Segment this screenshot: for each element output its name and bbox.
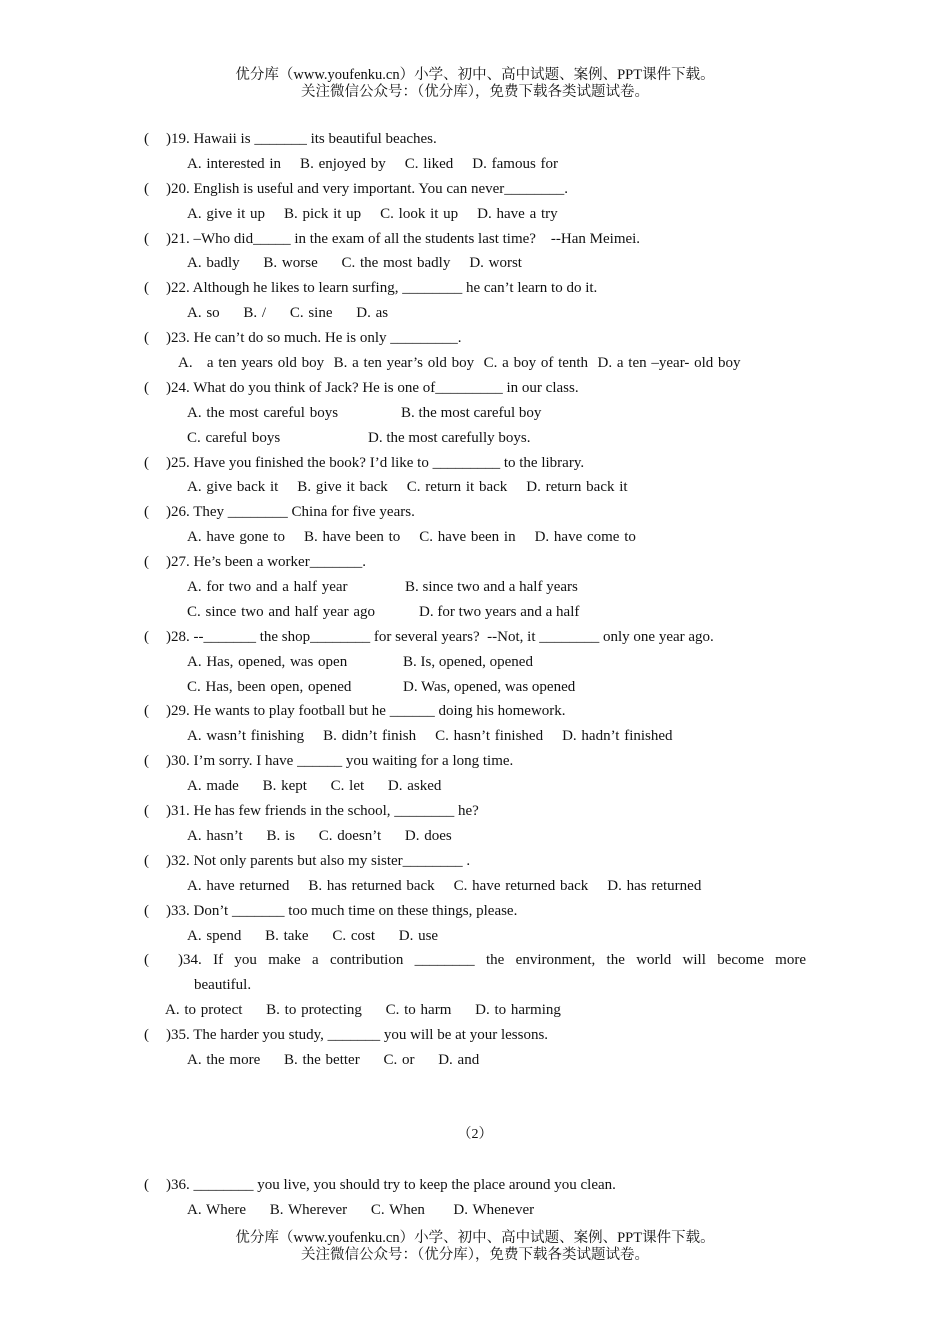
options: A. spend B. take C. cost D. use: [187, 927, 439, 944]
answer-paren: (: [144, 180, 149, 197]
options: A. so B. / C. sine D. as: [187, 305, 389, 322]
spacer: [0, 1148, 950, 1173]
question-30-options: [0, 774, 950, 799]
question-text: )31. He has few friends in the school, ________ he?: [166, 803, 479, 820]
answer-paren: (: [144, 628, 149, 645]
option-d: D. Was, opened, was opened: [403, 678, 576, 695]
answer-paren: (: [144, 852, 149, 869]
answer-paren: (: [144, 454, 149, 471]
options: A. to protect B. to protecting C. to harm D. to harming: [165, 1002, 561, 1019]
question-20-options: [0, 202, 950, 227]
footer-line-1: 优分库（www.youfenku.cn）小学、初中、高中试题、案例、PPT课件下载。: [235, 1230, 715, 1246]
answer-paren: (: [144, 902, 149, 919]
option-c: C. Has, been open, opened: [187, 678, 352, 695]
question-list: [0, 127, 950, 1222]
question-28: [0, 625, 950, 650]
question-21-options: [0, 251, 950, 276]
question-20: [0, 177, 950, 202]
question-22-options: [0, 301, 950, 326]
question-24-options-row-1: [0, 401, 950, 426]
question-33-options: [0, 924, 950, 949]
question-19: [0, 127, 950, 152]
question-23-options: [0, 351, 950, 376]
question-34: [0, 948, 950, 973]
options: A. give it up B. pick it up C. look it up D. have a try: [187, 205, 558, 222]
options: A. badly B. worse C. the most badly D. worst: [187, 255, 522, 272]
question-text: )20. English is useful and very important. You can never________.: [166, 180, 569, 197]
question-text: )25. Have you finished the book? I’d like to _________ to the library.: [166, 454, 585, 471]
question-text: )35. The harder you study, _______ you will be at your lessons.: [166, 1027, 549, 1044]
question-31-options: [0, 824, 950, 849]
question-34-options: [0, 998, 950, 1023]
option-b: B. Is, opened, opened: [403, 653, 533, 670]
question-text: )33. Don’t _______ too much time on these things, please.: [166, 902, 518, 919]
question-33: [0, 899, 950, 924]
options: A. have returned B. has returned back C. have returned back D. has returned: [187, 877, 702, 894]
question-32: [0, 849, 950, 874]
answer-paren: (: [144, 230, 149, 247]
question-21: [0, 227, 950, 252]
question-text: )27. He’s been a worker_______.: [166, 554, 366, 571]
question-26-options: [0, 525, 950, 550]
page-header: [0, 67, 950, 101]
question-27-options-row-1: [0, 575, 950, 600]
question-22: [0, 276, 950, 301]
question-36: [0, 1173, 950, 1198]
question-text: )28. --_______ the shop________ for several years? --Not, it ________ only one year ago.: [166, 628, 714, 645]
question-23: [0, 326, 950, 351]
question-text: )23. He can’t do so much. He is only _________.: [166, 330, 462, 347]
options: A. a ten years old boy B. a ten year’s old boy C. a boy of tenth D. a ten –year- old boy: [178, 355, 741, 372]
question-35-options: [0, 1048, 950, 1073]
question-32-options: [0, 874, 950, 899]
question-36-options: [0, 1198, 950, 1223]
question-text: )24. What do you think of Jack? He is one of_________ in our class.: [166, 379, 579, 396]
question-27: [0, 550, 950, 575]
option-b: B. the most careful boy: [401, 404, 542, 421]
header-line-2: 关注微信公众号：（优分库），免费下载各类试题试卷。: [301, 84, 649, 100]
options: A. have gone to B. have been to C. have been in D. have come to: [187, 529, 636, 546]
option-a: A. for two and a half year: [187, 579, 348, 596]
options: A. the more B. the better C. or D. and: [187, 1051, 480, 1068]
question-text: )36. ________ you live, you should try to keep the place around you clean.: [166, 1176, 616, 1193]
option-a: A. the most careful boys: [187, 404, 339, 421]
answer-paren: (: [144, 131, 149, 147]
question-text-continued: beautiful.: [194, 977, 252, 994]
question-28-options-row-2: [0, 675, 950, 700]
question-27-options-row-2: [0, 600, 950, 625]
options: A. interested in B. enjoyed by C. liked D. famous for: [187, 155, 559, 172]
question-text: )29. He wants to play football but he ______ doing his homework.: [166, 703, 566, 720]
option-a: A. Has, opened, was open: [187, 653, 348, 670]
question-34-continuation: [0, 973, 950, 998]
answer-paren: (: [144, 330, 149, 347]
answer-paren: (: [144, 703, 149, 720]
options: A. give back it B. give it back C. return it back D. return back it: [187, 479, 628, 496]
answer-paren: (: [144, 554, 149, 571]
answer-paren: (: [144, 952, 149, 969]
spacer: [0, 1073, 950, 1123]
question-28-options-row-1: [0, 650, 950, 675]
answer-paren: (: [144, 753, 149, 770]
page-number: （2）: [457, 1126, 493, 1142]
question-29: [0, 699, 950, 724]
answer-paren: (: [144, 1176, 149, 1193]
question-text: )30. I’m sorry. I have ______ you waiting for a long time.: [166, 753, 514, 770]
footer-line-2: 关注微信公众号：（优分库），免费下载各类试题试卷。: [301, 1247, 649, 1263]
options: A. made B. kept C. let D. asked: [187, 778, 442, 795]
answer-paren: (: [144, 379, 149, 396]
page-footer: [0, 1230, 950, 1264]
answer-paren: (: [144, 504, 149, 521]
option-c: C. since two and half year ago: [187, 603, 376, 620]
question-25-options: [0, 475, 950, 500]
option-d: D. the most carefully boys.: [368, 429, 531, 446]
question-24-options-row-2: [0, 426, 950, 451]
question-text: )19. Hawaii is _______ its beautiful beaches.: [166, 131, 437, 147]
question-text: )32. Not only parents but also my sister________ .: [166, 852, 471, 869]
question-19-options: [0, 152, 950, 177]
options: A. Where B. Wherever C. When D. Whenever: [187, 1201, 535, 1218]
question-25: [0, 451, 950, 476]
question-24: [0, 376, 950, 401]
question-30: [0, 749, 950, 774]
answer-paren: (: [144, 1027, 149, 1044]
option-b: B. since two and a half years: [405, 579, 578, 596]
answer-paren: (: [144, 803, 149, 820]
header-line-1: 优分库（www.youfenku.cn）小学、初中、高中试题、案例、PPT课件下载。: [235, 67, 715, 83]
option-c: C. careful boys: [187, 429, 281, 446]
question-29-options: [0, 724, 950, 749]
question-26: [0, 500, 950, 525]
question-31: [0, 799, 950, 824]
question-text: )26. They ________ China for five years.: [166, 504, 415, 521]
options: A. wasn’t finishing B. didn’t finish C. hasn’t finished D. hadn’t finished: [187, 728, 673, 745]
question-text: )21. –Who did_____ in the exam of all the students last time? --Han Meimei.: [166, 230, 641, 247]
question-text: )22. Although he likes to learn surfing, ________ he can’t learn to do it.: [166, 280, 598, 297]
options: A. hasn’t B. is C. doesn’t D. does: [187, 827, 452, 844]
question-35: [0, 1023, 950, 1048]
question-text: )34. If you make a contribution ________ the environment, the world will become more: [178, 952, 806, 969]
option-d: D. for two years and a half: [419, 603, 580, 620]
answer-paren: (: [144, 280, 149, 297]
